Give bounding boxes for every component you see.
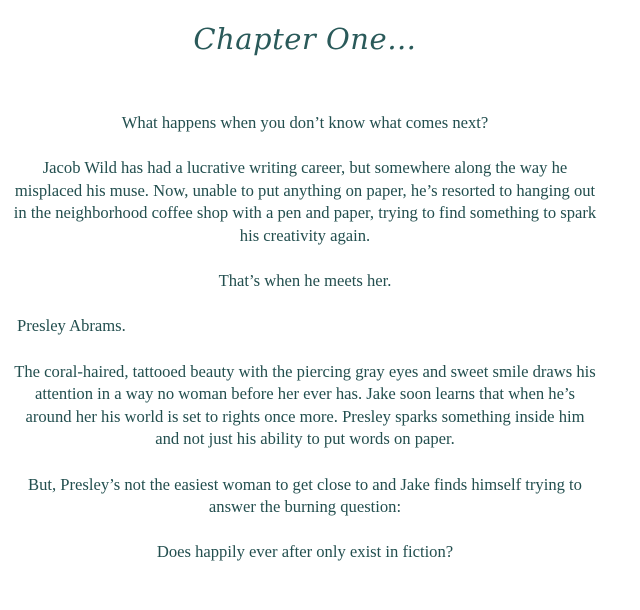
paragraph-conflict: But, Presley’s not the easiest woman to get close to and Jake finds himself trying to answer the burning question:: [28, 474, 582, 517]
paragraph-meets: That’s when he meets her.: [218, 271, 392, 291]
paragraph-closing-question: Does happily ever after only exist in fiction?: [156, 542, 454, 562]
paragraph-question: What happens when you don’t know what comes next?: [121, 113, 489, 132]
paragraph-name: Presley Abrams.: [17, 316, 126, 336]
paragraph-intro: Jacob Wild has had a lucrative writing career, but somewhere along the way he misplaced his muse. Now, unable to put anything on paper, he’s resorted to hanging out in the neighborhood coffee shop with a pen and paper, trying to find something to spark his creativity again.: [13, 158, 597, 245]
paragraph-description: The coral-haired, tattooed beauty with the piercing gray eyes and sweet smile draws his attention in a way no woman before her ever has. Jake soon learns that when he’s around her his world is set to rights once more. Presley sparks something inside him and not just his ability to put words on paper.: [14, 361, 596, 449]
blurb-text: [12, 112, 598, 586]
chapter-title: Chapter One…: [193, 22, 417, 56]
